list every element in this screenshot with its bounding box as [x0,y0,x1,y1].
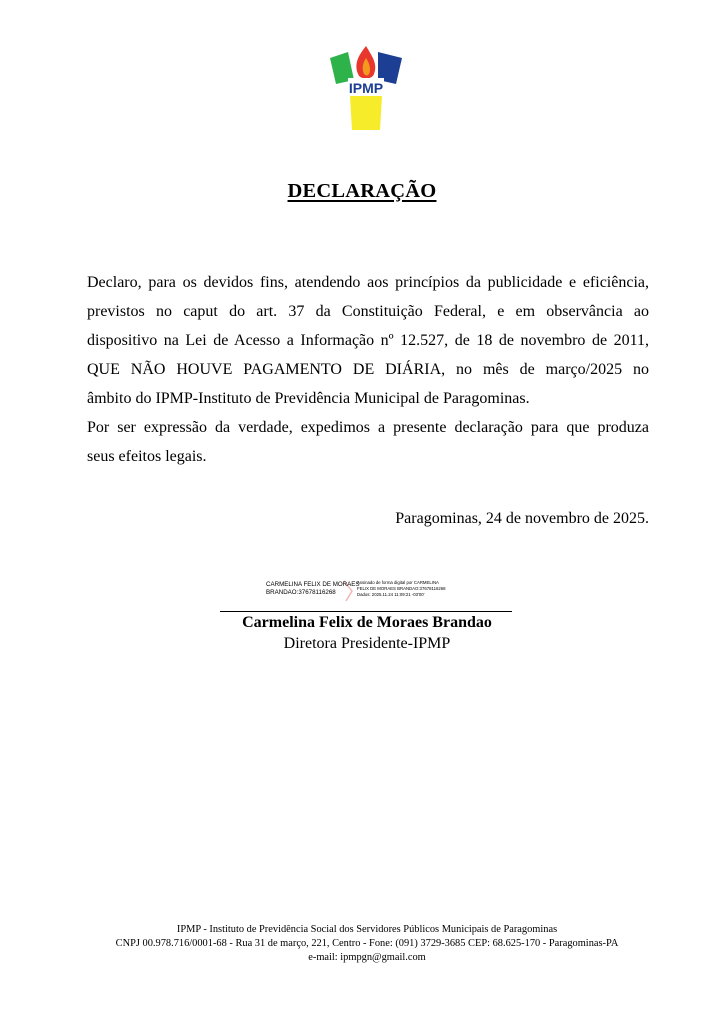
signature-line [220,611,512,612]
body-line-4: QUE NÃO HOUVE PAGAMENTO DE DIÁRIA, no mês de março/2025 no [87,361,649,378]
logo-text: IPMP [348,80,384,96]
ipmp-logo [328,44,404,132]
signature-name-line-1: CARMELINA FELIX DE MORAES [266,581,360,588]
signature-name-line-2: BRANDAO:37678116268 [266,589,336,596]
body-line-1: Declaro, para os devidos fins, atendendo aos princípios da publicidade e eficiência, [87,274,649,291]
body-line-2: previstos no caput do art. 37 da Constituição Federal, e em observância ao [87,303,649,320]
signature-text-line-3: Dados: 2025.11.24 11:09:21 -03'00' [357,592,425,597]
signer-name: Carmelina Felix de Moraes Brandao [242,614,492,631]
date-line: Paragominas, 24 de novembro de 2025. [395,510,649,527]
digital-signature-name [266,581,360,597]
body-line-6: Por ser expressão da verdade, expedimos a presente declaração para que produza [87,419,649,436]
footer-line-1: IPMP - Instituto de Previdência Social dos Servidores Públicos Municipais de Paragominas [176,924,558,935]
signature-text-line-1: Assinado de forma digital por CARMELINA [357,580,439,585]
body-line-5: âmbito do IPMP-Instituto de Previdência Municipal de Paragominas. [87,390,530,407]
footer-line-2: CNPJ 00.978.716/0001-68 - Rua 31 de março, 221, Centro - Fone: (091) 3729-3685 CEP: 68.625-170 - Paragominas-PA [115,938,619,949]
document-title: DECLARAÇÃO [287,180,437,202]
body-line-7: seus efeitos legais. [87,448,207,465]
digital-signature-details [357,580,446,598]
body-line-3: dispositivo na Lei de Acesso a Informação nº 12.527, de 18 de novembro de 2011, [87,332,649,349]
signature-text-line-2: FELIX DE MORAES BRANDAO:37678116268 [357,586,446,591]
signer-role: Diretora Presidente-IPMP [283,635,451,652]
footer-email: e-mail: ipmpgn@gmail.com [308,952,426,963]
